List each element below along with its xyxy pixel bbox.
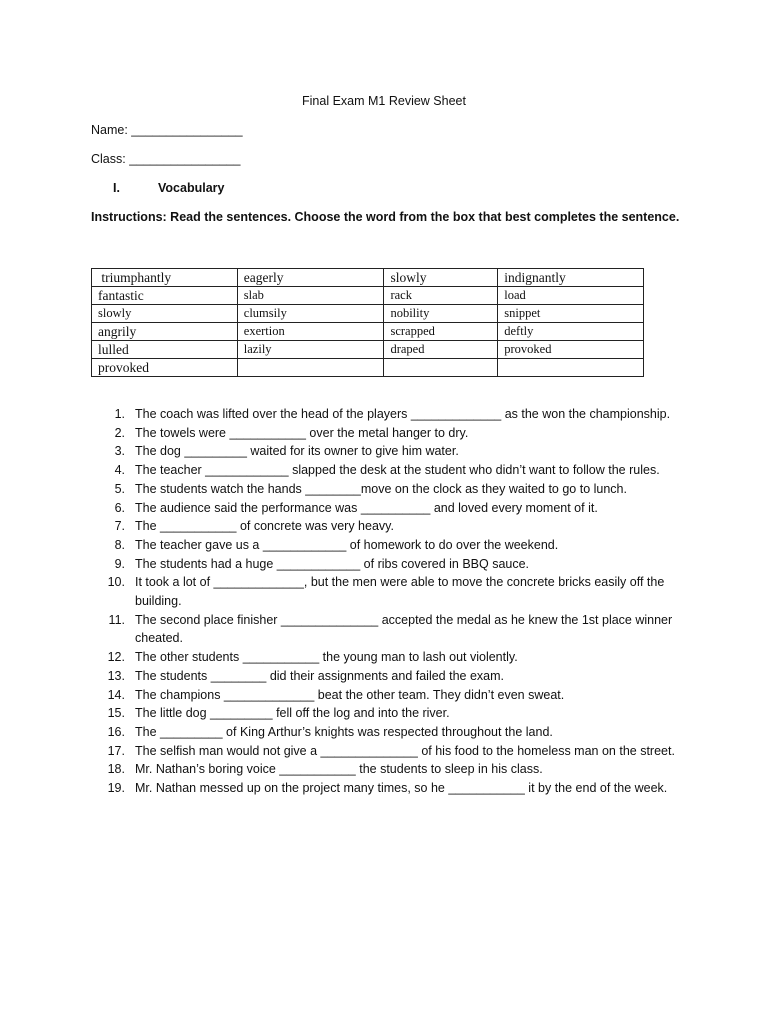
question-text: The other students ___________ the young man to lash out violently.: [135, 650, 518, 665]
question-text: The second place finisher ______________ accepted the medal as he knew the 1st place winner cheated.: [135, 612, 673, 646]
word-cell: slab: [237, 287, 384, 305]
word-cell: slowly: [384, 269, 498, 287]
question-text: It took a lot of _____________, but the men were able to move the concrete bricks easily off the building.: [135, 575, 665, 609]
question-item: [91, 573, 691, 610]
word-cell: slowly: [92, 305, 238, 323]
question-number: 4.: [114, 463, 125, 478]
question-text: The selfish man would not give a ______________ of his food to the homeless man on the street.: [135, 743, 675, 758]
question-number: 14.: [107, 687, 125, 702]
word-box-row: [92, 341, 644, 359]
word-cell: lazily: [237, 341, 384, 359]
question-text: The students had a huge ____________ of ribs covered in BBQ sauce.: [135, 556, 530, 571]
question-text: The dog _________ waited for its owner to give him water.: [135, 444, 459, 459]
question-item: [91, 779, 691, 798]
word-cell: [237, 359, 384, 377]
question-item: [91, 611, 691, 648]
page-title: Final Exam M1 Review Sheet: [302, 94, 466, 108]
word-cell: indignantly: [498, 269, 644, 287]
word-cell: rack: [384, 287, 498, 305]
question-item: [91, 704, 691, 723]
question-item: [91, 555, 691, 574]
question-number: 13.: [107, 668, 125, 683]
word-box-row: [92, 359, 644, 377]
question-item: [91, 405, 691, 424]
word-cell: provoked: [92, 359, 238, 377]
question-number: 15.: [107, 706, 125, 721]
word-cell: fantastic: [92, 287, 238, 305]
question-item: [91, 499, 691, 518]
question-item: [91, 480, 691, 499]
question-text: Mr. Nathan messed up on the project many times, so he ___________ it by the end of the week.: [135, 781, 668, 796]
question-text: The teacher ____________ slapped the desk at the student who didn’t want to follow the rules.: [135, 463, 660, 478]
question-number: 9.: [114, 556, 125, 571]
section-heading: [91, 181, 224, 195]
question-number: 11.: [108, 612, 125, 627]
question-number: 8.: [114, 537, 125, 552]
question-item: [91, 723, 691, 742]
question-text: The coach was lifted over the head of the players _____________ as the won the championship.: [135, 407, 671, 421]
question-item: [91, 442, 691, 461]
question-number: 1.: [114, 407, 125, 421]
question-text: The _________ of King Arthur’s knights was respected throughout the land.: [135, 724, 553, 739]
question-item: [91, 536, 691, 555]
question-item: [91, 742, 691, 761]
word-cell: draped: [384, 341, 498, 359]
word-cell: [498, 359, 644, 377]
question-number: 5.: [114, 481, 125, 496]
question-item: [91, 667, 691, 686]
question-number: 10.: [107, 575, 125, 590]
question-text: The ___________ of concrete was very heavy.: [135, 519, 394, 534]
question-number: 12.: [107, 650, 125, 665]
question-text: The teacher gave us a ____________ of homework to do over the weekend.: [135, 537, 559, 552]
question-text: The students ________ did their assignments and failed the exam.: [135, 668, 504, 683]
word-cell: scrapped: [384, 323, 498, 341]
question-item: [91, 461, 691, 480]
word-box-row: [92, 287, 644, 305]
name-field-label: Name: ________________: [91, 123, 243, 137]
word-box-row: [92, 305, 644, 323]
word-cell: clumsily: [237, 305, 384, 323]
word-cell: snippet: [498, 305, 644, 323]
question-number: 3.: [114, 444, 125, 459]
question-item: [91, 517, 691, 536]
question-text: The champions _____________ beat the other team. They didn’t even sweat.: [135, 687, 565, 702]
word-cell: eagerly: [237, 269, 384, 287]
question-text: The students watch the hands ________move on the clock as they waited to go to lunch.: [135, 481, 627, 496]
question-item: [91, 760, 691, 779]
word-cell: deftly: [498, 323, 644, 341]
word-cell: lulled: [92, 341, 238, 359]
question-number: 17.: [107, 743, 125, 758]
question-text: Mr. Nathan’s boring voice ___________ the students to sleep in his class.: [135, 762, 543, 777]
question-text: The audience said the performance was __________ and loved every moment of it.: [135, 500, 598, 515]
word-cell: load: [498, 287, 644, 305]
section-title: Vocabulary: [158, 181, 225, 195]
question-list: [91, 405, 691, 798]
question-text: The towels were ___________ over the metal hanger to dry.: [135, 425, 469, 440]
word-cell: angrily: [92, 323, 238, 341]
word-cell: exertion: [237, 323, 384, 341]
question-number: 2.: [114, 425, 125, 440]
word-box-table: [91, 268, 644, 377]
word-box-row: [92, 269, 644, 287]
question-number: 6.: [114, 500, 125, 515]
question-number: 19.: [107, 781, 125, 796]
question-item: [91, 686, 691, 705]
instructions-text: Instructions: Read the sentences. Choose the word from the box that best completes the sentence.: [91, 210, 680, 224]
question-number: 18.: [107, 762, 125, 777]
class-field-label: Class: ________________: [91, 152, 241, 166]
word-box-row: [92, 323, 644, 341]
section-number: I.: [113, 181, 120, 195]
question-number: 16.: [107, 724, 125, 739]
question-item: [91, 648, 691, 667]
question-number: 7.: [114, 519, 125, 534]
word-cell: triumphantly: [92, 269, 238, 287]
word-cell: [384, 359, 498, 377]
word-cell: nobility: [384, 305, 498, 323]
question-item: [91, 424, 691, 443]
question-text: The little dog _________ fell off the log and into the river.: [135, 706, 450, 721]
word-cell: provoked: [498, 341, 644, 359]
